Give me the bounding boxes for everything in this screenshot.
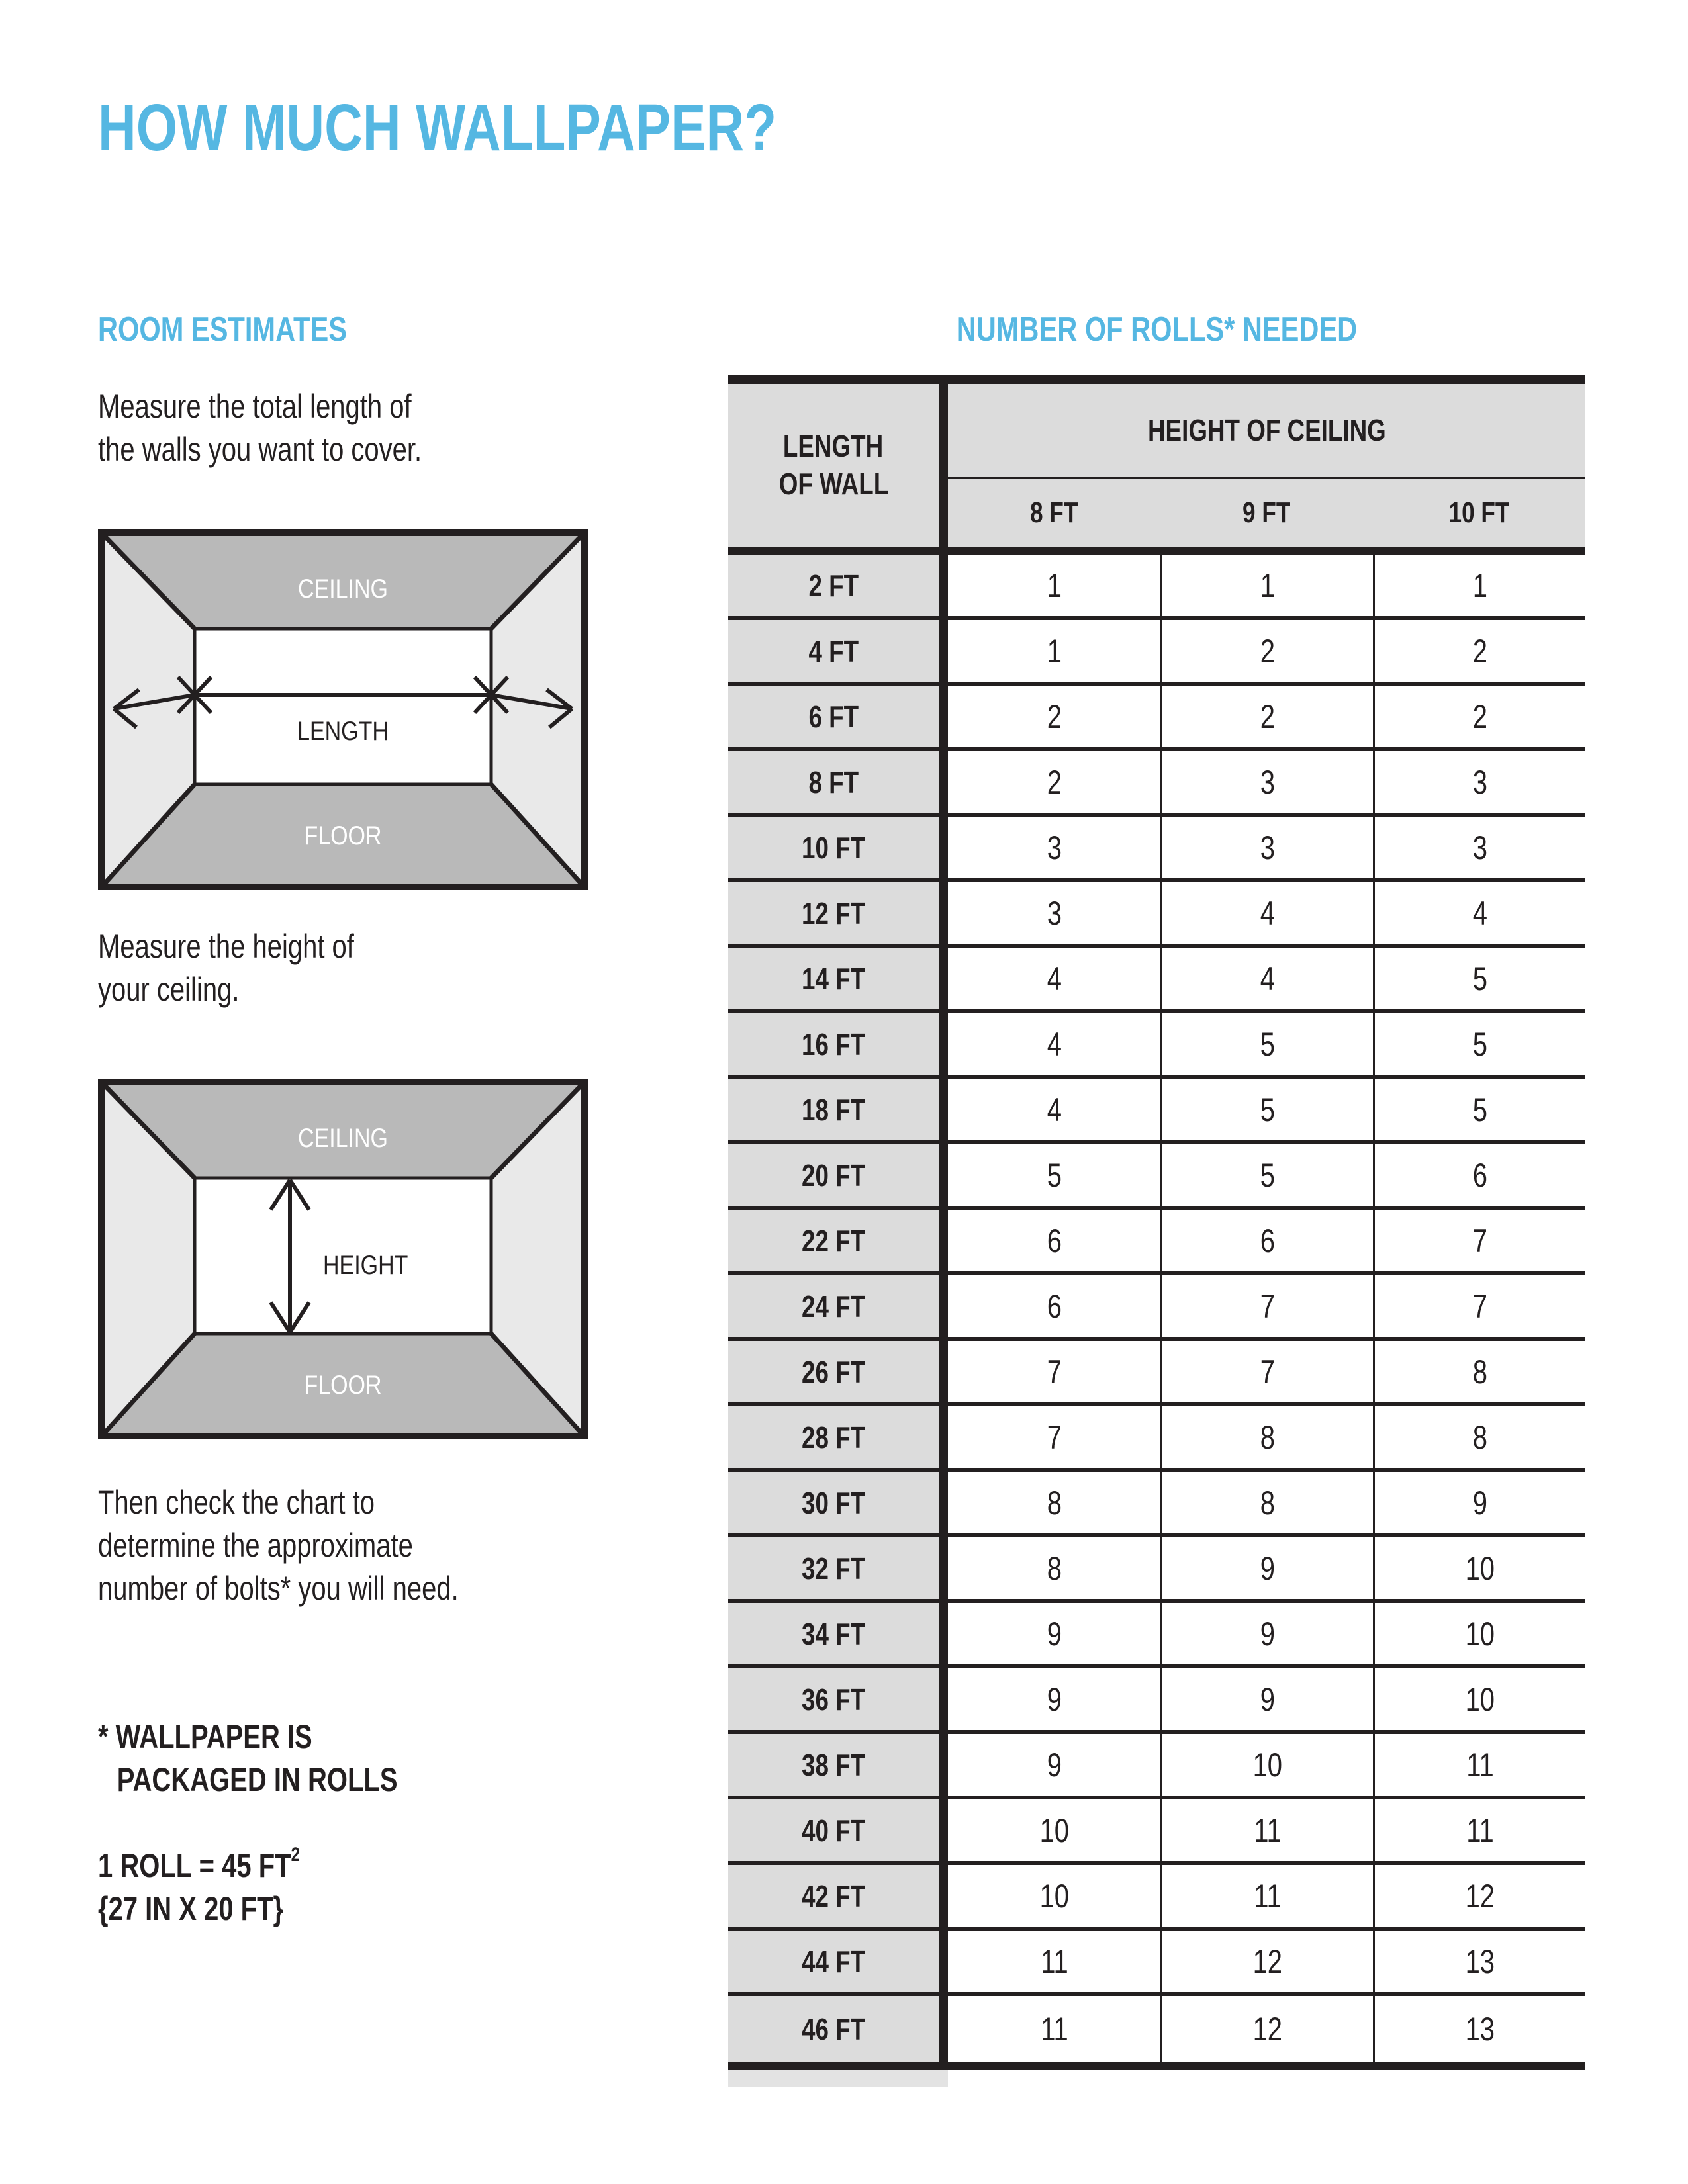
row-label-cell: 42 FT: [728, 1865, 948, 1927]
value-cell-8ft: 10: [1039, 1877, 1069, 1915]
value-cell-8ft: 5: [1047, 1156, 1062, 1194]
ceiling-height-subheaders: [948, 479, 1585, 547]
column-group-header: HEIGHT OF CEILING: [948, 384, 1585, 479]
value-cell-8ft: 2: [1047, 698, 1062, 735]
table-row: [728, 1668, 1585, 1734]
column-header-10ft: 10 FT: [1448, 496, 1510, 529]
value-cell-10ft: 3: [1373, 817, 1585, 878]
ceiling-label: CEILING: [298, 1122, 388, 1153]
table-header: [728, 384, 1585, 547]
row-label-cell: 40 FT: [728, 1799, 948, 1861]
instruction-check-chart: Then check the chart to determine the approximate number of bolts* you will need.: [98, 1484, 459, 1607]
page-title: HOW MUCH WALLPAPER?: [98, 91, 777, 165]
value-cell-9ft: 5: [1160, 1079, 1373, 1140]
table-row: [728, 1013, 1585, 1079]
table-row: [728, 1210, 1585, 1275]
value-cell-8ft: 11: [1040, 2010, 1068, 2048]
value-cell-9ft: 7: [1160, 1341, 1373, 1402]
value-cell-10ft: 10: [1373, 1603, 1585, 1664]
row-label-cell: 38 FT: [728, 1734, 948, 1796]
row-label-cell: 32 FT: [728, 1537, 948, 1599]
table-footer-stub: [728, 2070, 948, 2087]
value-cell-10ft: 13: [1373, 1931, 1585, 1992]
value-cell-9ft: 9: [1160, 1603, 1373, 1664]
value-cell-8ft: 9: [1047, 1615, 1062, 1653]
value-cell-10ft: 3: [1373, 751, 1585, 813]
value-cell-10ft: 5: [1373, 948, 1585, 1009]
table-row: [728, 1865, 1585, 1931]
row-label-cell: 6 FT: [728, 686, 948, 747]
table-row: [728, 1931, 1585, 1996]
value-cell-10ft: 1: [1373, 555, 1585, 616]
value-cell-10ft: 6: [1373, 1144, 1585, 1206]
value-cell-10ft: 7: [1373, 1210, 1585, 1271]
value-cell-8ft: 7: [1047, 1353, 1062, 1390]
column-header-length-of-wall: LENGTH OF WALL: [728, 384, 948, 547]
table-row: [728, 1603, 1585, 1668]
value-cell-9ft: 3: [1160, 817, 1373, 878]
table-row: [728, 948, 1585, 1013]
value-cell-8ft: 7: [1047, 1418, 1062, 1456]
row-label-cell: 34 FT: [728, 1603, 948, 1664]
section-heading-room-estimates: ROOM ESTIMATES: [98, 310, 347, 349]
value-cell-9ft: 10: [1160, 1734, 1373, 1796]
value-cell-10ft: 9: [1373, 1472, 1585, 1533]
value-cell-9ft: 5: [1160, 1144, 1373, 1206]
instruction-measure-height: Measure the height of your ceiling.: [98, 928, 354, 1008]
length-dimension-label: LENGTH: [297, 715, 389, 746]
table-header-rule: [728, 547, 1585, 555]
row-label-cell: 30 FT: [728, 1472, 948, 1533]
value-cell-10ft: 12: [1373, 1865, 1585, 1927]
value-cell-8ft: 9: [1047, 1680, 1062, 1718]
instruction-measure-length: Measure the total length of the walls you want to cover.: [98, 388, 422, 468]
floor-label: FLOOR: [304, 820, 382, 850]
back-wall-panel: [195, 629, 491, 784]
section-heading-rolls-needed: NUMBER OF ROLLS* NEEDED: [956, 310, 1358, 349]
value-cell-9ft: 9: [1160, 1668, 1373, 1730]
row-label-cell: 22 FT: [728, 1210, 948, 1271]
row-label-cell: 46 FT: [728, 1996, 948, 2062]
table-row: [728, 686, 1585, 751]
value-cell-10ft: 10: [1373, 1537, 1585, 1599]
roll-size-info: 1 ROLL = 45 $FT^2$ {27 IN X 20 FT}: [98, 1844, 300, 1927]
rolls-footnote: * WALLPAPER IS PACKAGED IN ROLLS: [98, 1718, 398, 1798]
table-row: [728, 882, 1585, 948]
row-label-cell: 10 FT: [728, 817, 948, 878]
value-cell-9ft: 9: [1160, 1537, 1373, 1599]
row-label-cell: 14 FT: [728, 948, 948, 1009]
row-label-cell: 8 FT: [728, 751, 948, 813]
table-row: [728, 1079, 1585, 1144]
table-row: [728, 1472, 1585, 1537]
row-label-cell: 2 FT: [728, 555, 948, 616]
table-row: [728, 1275, 1585, 1341]
value-cell-8ft: 4: [1047, 1025, 1062, 1063]
room-diagram-height: [98, 1079, 588, 1439]
value-cell-9ft: 2: [1160, 620, 1373, 682]
value-cell-10ft: 10: [1373, 1668, 1585, 1730]
row-label-cell: 16 FT: [728, 1013, 948, 1075]
table-row: [728, 817, 1585, 882]
value-cell-9ft: 11: [1160, 1865, 1373, 1927]
table-row: [728, 1799, 1585, 1865]
height-dimension-label: HEIGHT: [323, 1250, 408, 1280]
table-body: [728, 555, 1585, 2062]
row-label-cell: 36 FT: [728, 1668, 948, 1730]
value-cell-9ft: 4: [1160, 882, 1373, 944]
room-diagram-length: [98, 529, 588, 890]
row-label-cell: 4 FT: [728, 620, 948, 682]
value-cell-9ft: 4: [1160, 948, 1373, 1009]
table-bottom-rule: [728, 2062, 1585, 2070]
table-row: [728, 1734, 1585, 1799]
value-cell-8ft: 6: [1047, 1222, 1062, 1259]
table-row: [728, 555, 1585, 620]
row-label-cell: 44 FT: [728, 1931, 948, 1992]
value-cell-8ft: 4: [1047, 960, 1062, 997]
table-row: [728, 1341, 1585, 1406]
value-cell-10ft: 13: [1373, 1996, 1585, 2062]
value-cell-8ft: 8: [1047, 1484, 1062, 1522]
squared-superscript: 2: [291, 1844, 300, 1866]
value-cell-10ft: 11: [1373, 1734, 1585, 1796]
column-header-9ft: 9 FT: [1243, 496, 1291, 529]
row-label-cell: 12 FT: [728, 882, 948, 944]
value-cell-10ft: 8: [1373, 1406, 1585, 1468]
value-cell-10ft: 4: [1373, 882, 1585, 944]
value-cell-8ft: 4: [1047, 1091, 1062, 1128]
value-cell-10ft: 11: [1373, 1799, 1585, 1861]
value-cell-8ft: 10: [1039, 1811, 1069, 1849]
table-row: [728, 1144, 1585, 1210]
table-row: [728, 751, 1585, 817]
ceiling-label: CEILING: [298, 573, 388, 604]
table-top-rule: [728, 375, 1585, 384]
value-cell-9ft: 3: [1160, 751, 1373, 813]
value-cell-8ft: 8: [1047, 1549, 1062, 1587]
table-row: [728, 1537, 1585, 1603]
value-cell-9ft: 11: [1160, 1799, 1373, 1861]
value-cell-9ft: 12: [1160, 1996, 1373, 2062]
value-cell-9ft: 8: [1160, 1472, 1373, 1533]
value-cell-8ft: 2: [1047, 763, 1062, 801]
table-row: [728, 1406, 1585, 1472]
row-label-cell: 28 FT: [728, 1406, 948, 1468]
value-cell-8ft: 3: [1047, 894, 1062, 932]
value-cell-9ft: 12: [1160, 1931, 1373, 1992]
row-label-cell: 20 FT: [728, 1144, 948, 1206]
column-group-height-of-ceiling: [948, 384, 1585, 547]
value-cell-10ft: 8: [1373, 1341, 1585, 1402]
value-cell-9ft: 2: [1160, 686, 1373, 747]
value-cell-10ft: 5: [1373, 1013, 1585, 1075]
value-cell-8ft: 1: [1047, 632, 1062, 670]
row-label-cell: 24 FT: [728, 1275, 948, 1337]
value-cell-10ft: 5: [1373, 1079, 1585, 1140]
value-cell-8ft: 1: [1047, 567, 1062, 604]
row-label-cell: 18 FT: [728, 1079, 948, 1140]
value-cell-10ft: 7: [1373, 1275, 1585, 1337]
value-cell-9ft: 1: [1160, 555, 1373, 616]
value-cell-9ft: 5: [1160, 1013, 1373, 1075]
value-cell-8ft: 11: [1040, 1942, 1068, 1980]
table-row: [728, 620, 1585, 686]
value-cell-9ft: 8: [1160, 1406, 1373, 1468]
value-cell-8ft: 3: [1047, 829, 1062, 866]
rolls-needed-table: [728, 375, 1585, 2087]
value-cell-9ft: 7: [1160, 1275, 1373, 1337]
value-cell-10ft: 2: [1373, 686, 1585, 747]
value-cell-10ft: 2: [1373, 620, 1585, 682]
value-cell-8ft: 6: [1047, 1287, 1062, 1325]
value-cell-8ft: 9: [1047, 1746, 1062, 1784]
floor-label: FLOOR: [304, 1369, 382, 1400]
column-header-8ft: 8 FT: [1030, 496, 1078, 529]
row-label-cell: 26 FT: [728, 1341, 948, 1402]
table-row: [728, 1996, 1585, 2062]
value-cell-9ft: 6: [1160, 1210, 1373, 1271]
